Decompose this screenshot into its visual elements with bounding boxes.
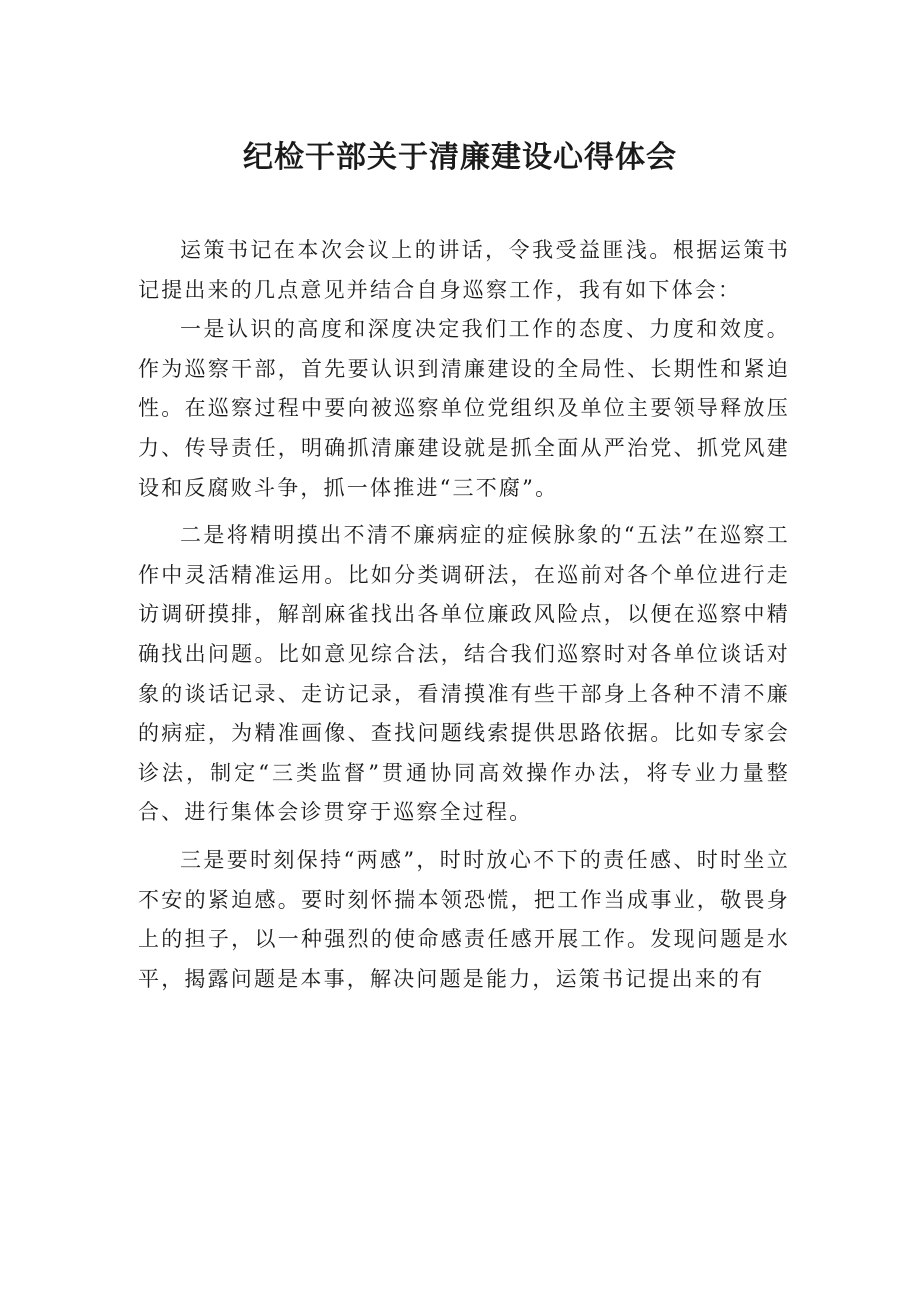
document-body [138,231,790,999]
paragraph-point-three: 三是要时刻保持“两感”，时时放心不下的责任感、时时坐立不安的紧迫感。要时刻怀揣本领恐慌，把工作当成事业，敬畏身上的担子，以一种强烈的使命感责任感开展工作。发现问题是水平，揭露问题是本事，解决问题是能力，运策书记提出来的有 [138,847,790,991]
paragraph-intro: 运策书记在本次会议上的讲话，令我受益匪浅。根据运策书记提出来的几点意见并结合自身巡察工作，我有如下体会： [138,238,790,302]
paragraph-point-two: 二是将精明摸出不清不廉病症的症候脉象的“五法”在巡察工作中灵活精准运用。比如分类调研法，在巡前对各个单位进行走访调研摸排，解剖麻雀找出各单位廉政风险点，以便在巡察中精确找出问题。比如意见综合法，结合我们巡察时对各单位谈话对象的谈话记录、走访记录，看清摸准有些干部身上各种不清不廉的病症，为精准画像、查找问题线索提供思路依据。比如专家会诊法，制定“三类监督”贯通协同高效操作办法，将专业力量整合、进行集体会诊贯穿于巡察全过程。 [138,523,790,825]
paragraph-point-one: 一是认识的高度和深度决定我们工作的态度、力度和效度。作为巡察干部，首先要认识到清廉建设的全局性、长期性和紧迫性。在巡察过程中要向被巡察单位党组织及单位主要领导释放压力、传导责任，明确抓清廉建设就是抓全面从严治党、抓党风建设和反腐败斗争，抓一体推进“三不腐”。 [138,317,790,500]
document-title: 纪检干部关于清廉建设心得体会 [243,140,677,175]
